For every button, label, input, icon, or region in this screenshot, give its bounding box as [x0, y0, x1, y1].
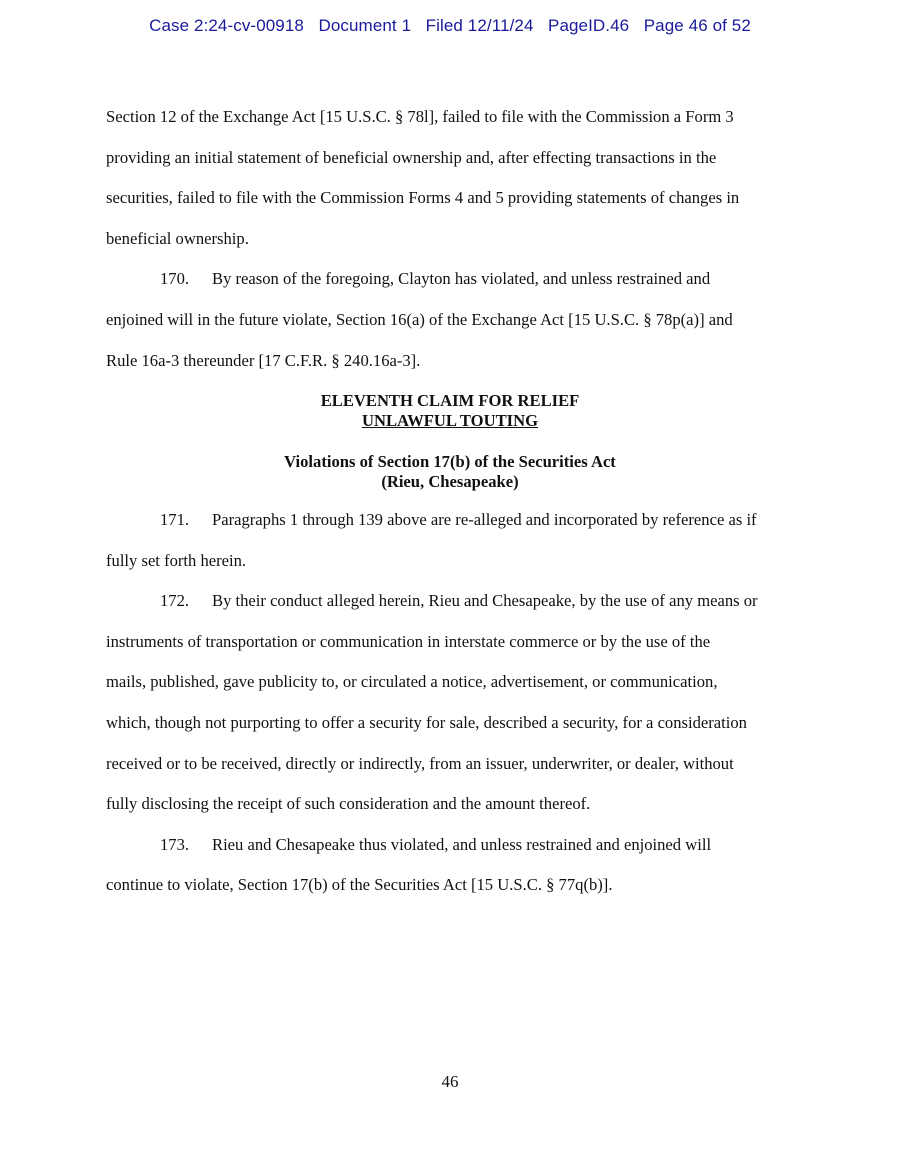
paragraph-172: [106, 581, 796, 825]
page-id: PageID.46: [548, 16, 630, 35]
text-line: providing an initial statement of beneficial ownership and, after effecting transactions in the: [106, 147, 717, 167]
case-number: Case 2:24-cv-00918: [149, 16, 304, 35]
text-line: received or to be received, directly or indirectly, from an issuer, underwriter, or dealer, without: [106, 753, 734, 773]
text-line: mails, published, gave publicity to, or circulated a notice, advertisement, or communication,: [106, 672, 718, 692]
paragraph-number: 172.: [160, 591, 190, 611]
text-line: By their conduct alleged herein, Rieu and Chesapeake, by the use of any means or: [212, 591, 758, 611]
claim-violations-heading: [0, 452, 900, 492]
page-count: Page 46 of 52: [643, 16, 751, 35]
paragraph-173: [106, 825, 796, 906]
text-line: enjoined will in the future violate, Section 16(a) of the Exchange Act [15 U.S.C. § 78p(a)] and: [106, 309, 733, 329]
text-line: Rieu and Chesapeake thus violated, and unless restrained and enjoined will: [212, 834, 712, 854]
paragraph-number: 171.: [160, 510, 190, 529]
text-line: By reason of the foregoing, Clayton has violated, and unless restrained and: [212, 269, 711, 289]
text-line: continue to violate, Section 17(b) of the Securities Act [15 U.S.C. § 77q(b)].: [106, 875, 613, 895]
text-line: Rule 16a-3 thereunder [17 C.F.R. § 240.16a-3].: [106, 350, 421, 370]
claim-paragraphs: [106, 500, 796, 906]
continuation-text: [106, 97, 796, 381]
claim-heading: [0, 391, 900, 431]
document-number: Document 1: [318, 16, 412, 35]
text-line: securities, failed to file with the Commission Forms 4 and 5 providing statements of changes in: [106, 188, 740, 208]
filed-date: Filed 12/11/24: [425, 16, 534, 35]
paragraph-170: [106, 259, 796, 381]
text-line: Section 12 of the Exchange Act [15 U.S.C. § 78l], failed to file with the Commission a Form 3: [106, 107, 734, 126]
paragraph-number: 173.: [160, 834, 190, 854]
text-line: Paragraphs 1 through 139 above are re-alleged and incorporated by reference as if: [212, 510, 757, 529]
paragraph-number: 170.: [160, 269, 190, 289]
page-number: 46: [441, 1072, 459, 1091]
claim-parties: (Rieu, Chesapeake): [381, 472, 519, 491]
case-header: [0, 16, 900, 36]
text-line: fully disclosing the receipt of such consideration and the amount thereof.: [106, 794, 591, 814]
text-line: beneficial ownership.: [106, 228, 249, 248]
text-line: fully set forth herein.: [106, 550, 247, 570]
paragraph-171: [106, 500, 796, 581]
claim-violations: Violations of Section 17(b) of the Securities Act: [284, 452, 616, 471]
text-line: instruments of transportation or communication in interstate commerce or by the use of the: [106, 631, 711, 651]
claim-title: ELEVENTH CLAIM FOR RELIEF: [320, 391, 580, 410]
text-line: which, though not purporting to offer a security for sale, described a security, for a consideration: [106, 712, 747, 732]
claim-subtitle: UNLAWFUL TOUTING: [362, 411, 538, 430]
